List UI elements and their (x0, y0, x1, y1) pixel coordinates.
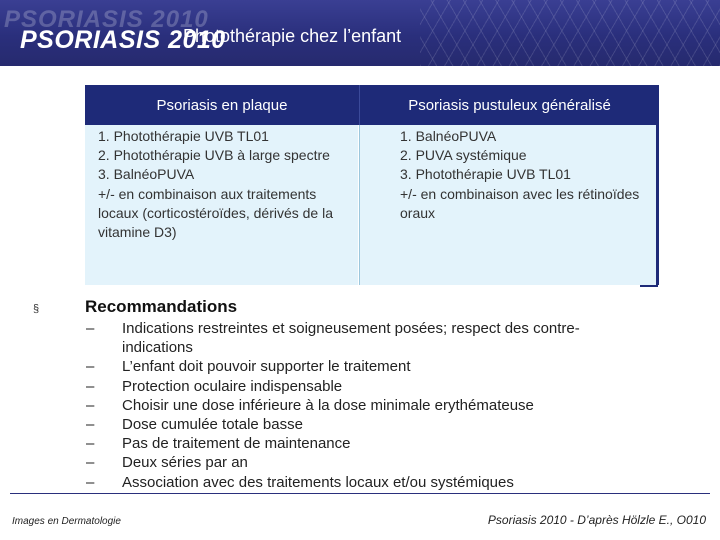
footer-reference: Psoriasis 2010 - D’après Hölzle E., O010 (487, 513, 706, 527)
dash-icon: – (86, 320, 95, 337)
table-cell-line: +/- en combinaison avec les rétinoïdes oraux (400, 185, 640, 221)
logo-shadow: PSORIASIS 2010 (4, 6, 209, 33)
footer-source: Images en Dermatologie (12, 516, 121, 527)
table-header-plaque: Psoriasis en plaque (85, 85, 359, 125)
list-item (86, 473, 646, 492)
bullet-icon: § (33, 303, 40, 315)
list-item-text: Association avec des traitements locaux et/ou systémiques (122, 473, 514, 491)
list-item (86, 434, 646, 453)
list-item-text: Deux séries par an (122, 454, 248, 472)
table-cell-pustuleux (359, 125, 658, 285)
list-item-text: Dose cumulée totale basse (122, 416, 303, 434)
recommendations-list (86, 319, 646, 492)
table-cell-line: 3. Photothérapie UVB TL01 (400, 166, 571, 183)
table-cell-line: 2. Photothérapie UVB à large spectre (98, 147, 330, 164)
table-border-accent (656, 100, 659, 285)
tower-graphic (420, 0, 720, 66)
dash-icon: – (86, 435, 95, 453)
dash-icon: – (86, 416, 95, 434)
list-item-text: Pas de traitement de maintenance (122, 435, 351, 453)
dash-icon: – (86, 473, 95, 491)
logo: PSORIASIS 2010 (20, 26, 226, 54)
list-item-text: Choisir une dose inférieure à la dose minimale erythémateuse (122, 396, 534, 414)
list-item (86, 319, 646, 357)
table-cell-line: +/- en combinaison aux traitements locaux (corticostéroïdes, dérivés de la vitamine D3) (98, 185, 333, 241)
header-banner (0, 0, 720, 66)
table-cell-plaque (85, 125, 358, 285)
treatment-table (85, 85, 658, 285)
dash-icon: – (86, 358, 95, 376)
dash-icon: – (86, 454, 95, 472)
table-header-pustuleux: Psoriasis pustuleux généralisé (359, 85, 659, 125)
list-item (86, 357, 646, 376)
slide-title: Photothérapie chez l’enfant (183, 26, 402, 46)
table-cell-line: 2. PUVA systémique (400, 147, 527, 164)
list-item-text: Indications restreintes et soigneusement posées; respect des contre-indications (122, 320, 580, 357)
table-cell-line: 1. Photothérapie UVB TL01 (98, 128, 269, 144)
list-item-text: L’enfant doit pouvoir supporter le traitement (122, 358, 411, 376)
dash-icon: – (86, 377, 95, 395)
dash-icon: – (86, 396, 95, 414)
table-cell-line: 3. BalnéoPUVA (98, 166, 195, 183)
list-item (86, 415, 646, 434)
list-item-text: Protection oculaire indispensable (122, 377, 343, 395)
table-corner-mark (640, 285, 658, 287)
footer-divider (10, 493, 710, 494)
list-item (86, 377, 646, 396)
table-cell-line: 1. BalnéoPUVA (400, 128, 497, 144)
recommendations-title: Recommandations (85, 297, 238, 316)
list-item (86, 453, 646, 472)
list-item (86, 396, 646, 415)
